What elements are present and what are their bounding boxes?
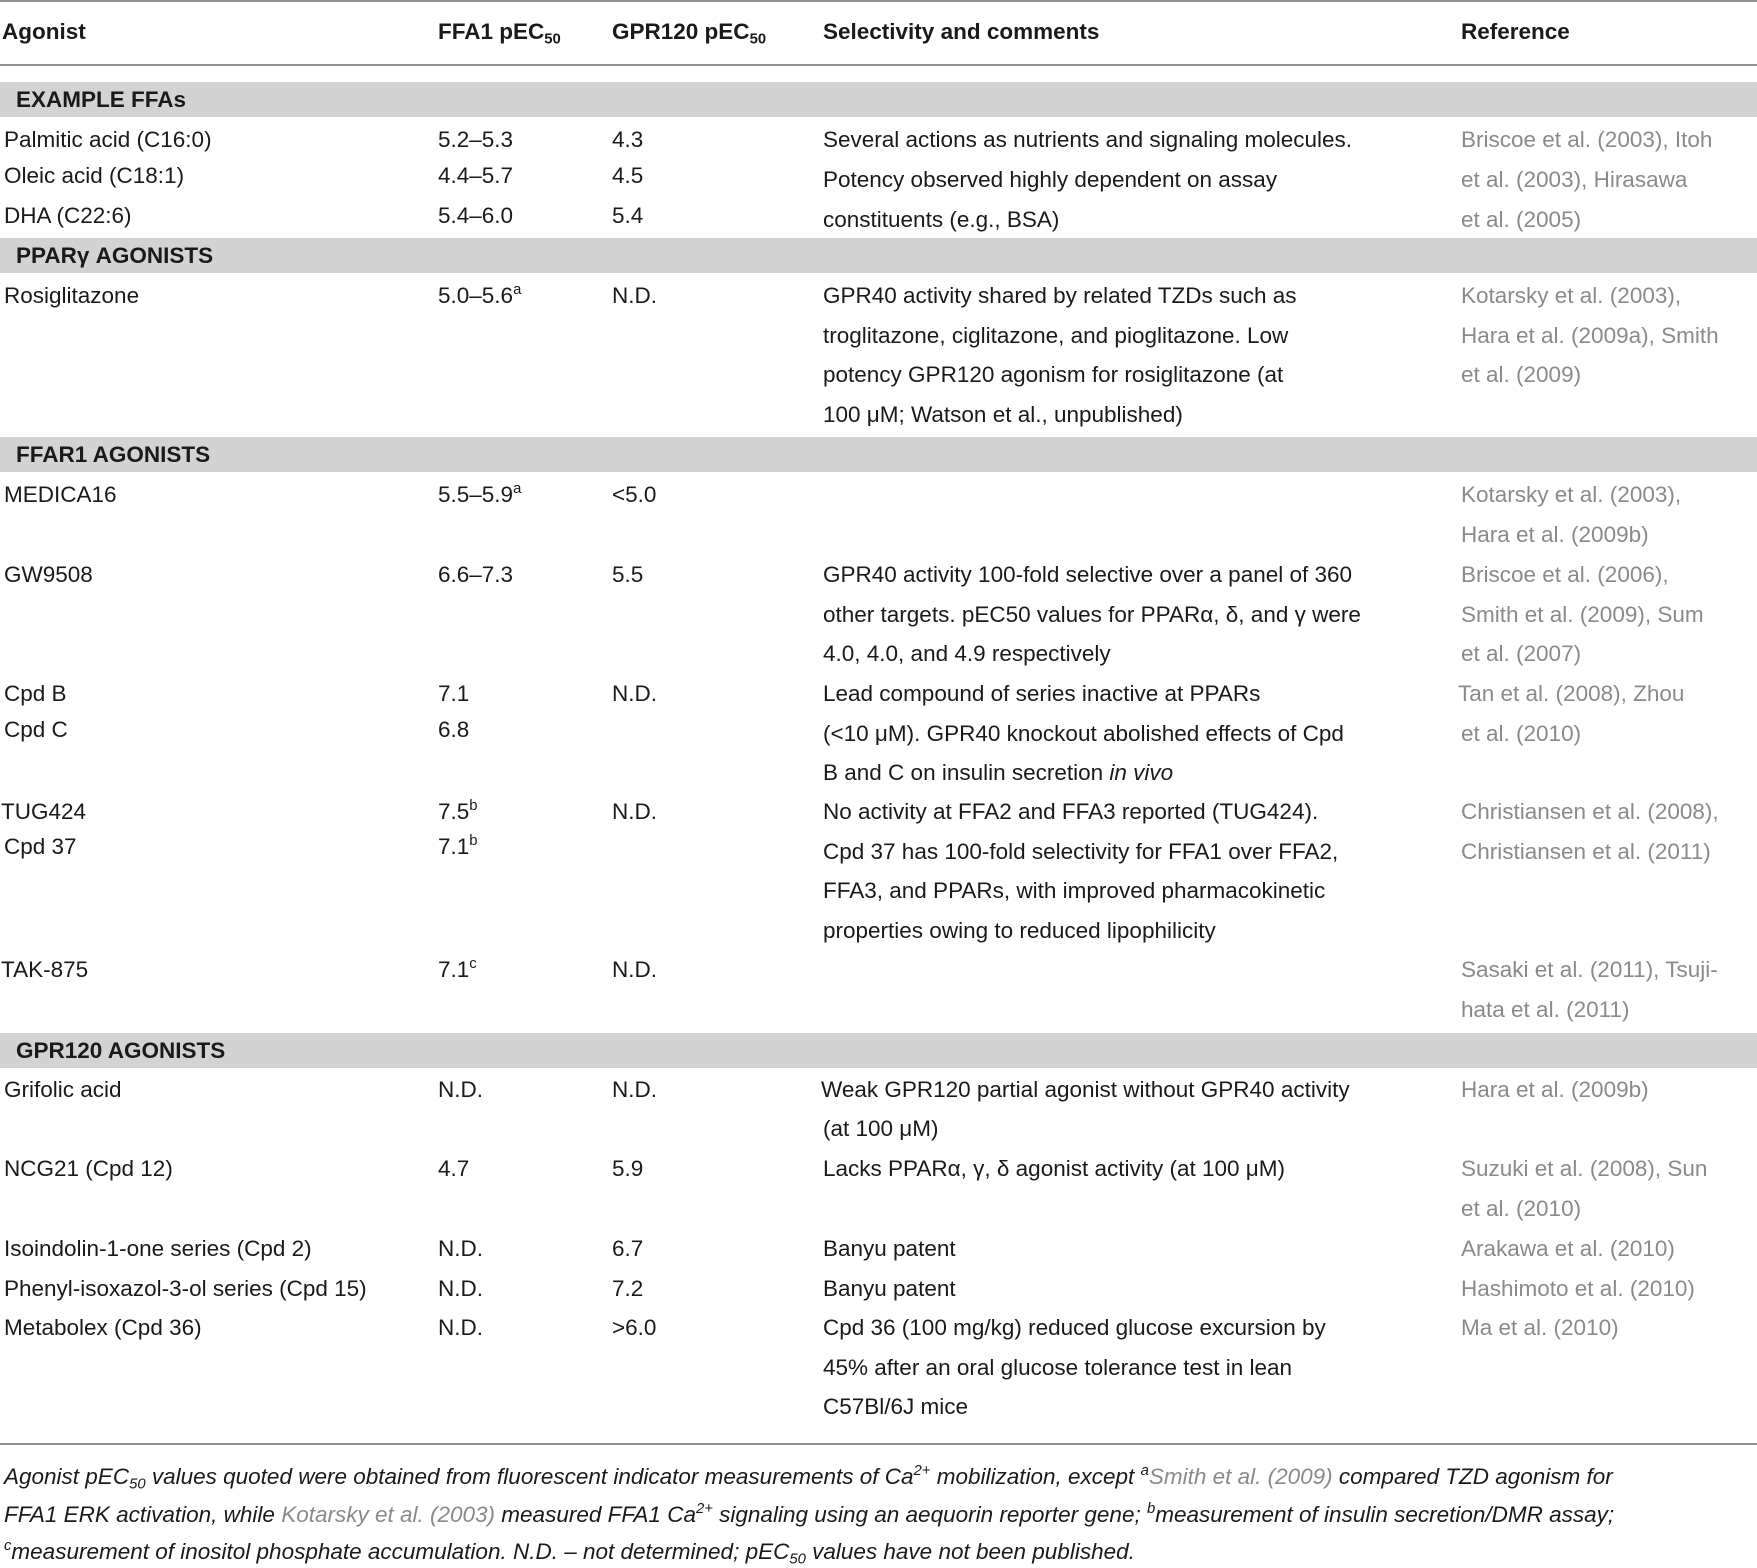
gpr120-value: 4.5 [612,163,644,188]
reference-line: Christiansen et al. (2011) [1461,839,1711,864]
gpr120-value: 7.2 [612,1276,644,1301]
section-band: EXAMPLE FFAs [0,82,1757,117]
section-band: GPR120 AGONISTS [0,1033,1757,1068]
ffa1-value: 4.4–5.7 [438,163,514,188]
ffa1-value: N.D. [438,1077,483,1102]
ffa1-value: N.D. [438,1276,483,1301]
agonist-name: Palmitic acid (C16:0) [4,127,212,152]
reference-line: et al. (2010) [1461,1196,1582,1221]
comment-line: C57Bl/6J mice [823,1394,969,1419]
top-rule [0,0,1757,2]
comment-line: other targets. pEC50 values for PPARα, δ, and γ were [823,602,1361,627]
reference-line: Briscoe et al. (2003), Itoh [1461,127,1713,152]
bottom-rule [0,1443,1757,1445]
ffa1-value: 5.0–5.6$^a$ [438,282,522,308]
agonist-name: TUG424 [1,799,87,824]
section-band: FFAR1 AGONISTS [0,437,1757,472]
comment-line: No activity at FFA2 and FFA3 reported (TUG424). [823,799,1319,824]
header-ffa1-pec50: FFA1 pEC$_{50}$ [438,19,561,48]
comment-line: (at 100 μM) [823,1116,939,1141]
comment-line: Cpd 36 (100 mg/kg) reduced glucose excursion by [823,1315,1326,1340]
ffa1-value: N.D. [438,1236,483,1261]
comment-line: Lead compound of series inactive at PPARs [823,681,1261,706]
gpr120-value: 4.3 [612,127,644,152]
header-agonist: Agonist [2,19,86,44]
comment-line: B and C on insulin secretion in vivo [823,760,1174,785]
comment-line: troglitazone, ciglitazone, and pioglitazone. Low [823,323,1289,348]
agonist-name: Cpd B [4,681,67,706]
ffa1-value: 6.8 [438,717,470,742]
comment-line: Banyu patent [823,1276,956,1301]
agonist-name: Oleic acid (C18:1) [4,163,185,188]
comment-line: 4.0, 4.0, and 4.9 respectively [823,641,1111,666]
reference-line: hata et al. (2011) [1461,997,1630,1022]
ffa1-value: 4.7 [438,1156,470,1181]
ffa1-value: 7.1$^c$ [438,956,477,982]
agonist-name: TAK-875 [1,957,89,982]
ffa1-value: 7.1$^b$ [438,833,478,859]
comment-line: Banyu patent [823,1236,956,1261]
agonist-name: Rosiglitazone [4,283,140,308]
footnote-line: FFA1 ERK activation, while Kotarsky et al. (2003) measured FFA1 $Ca^{2+}$ signaling using an aequorin reporter gene; $^b$measurement of insulin secretion/DMR assay; [4,1501,1615,1527]
reference-line: Kotarsky et al. (2003), [1461,283,1682,308]
reference-line: Tan et al. (2008), Zhou [1458,681,1685,706]
ffa1-value: 5.2–5.3 [438,127,514,152]
header-reference: Reference [1461,19,1570,44]
ffa1-value: 6.6–7.3 [438,562,514,587]
reference-line: et al. (2003), Hirasawa [1461,167,1688,192]
gpr120-value: <5.0 [612,482,657,507]
gpr120-value: >6.0 [612,1315,657,1340]
footnote-reference: Smith et al. (2009) [1148,1464,1333,1489]
ffa1-value: 7.1 [438,681,470,706]
reference-line: Ma et al. (2010) [1461,1315,1619,1340]
agonist-name: Cpd C [4,717,68,742]
reference-line: Kotarsky et al. (2003), [1461,482,1682,507]
agonist-name: DHA (C22:6) [4,203,132,228]
agonist-name: GW9508 [4,562,93,587]
reference-line: Hara et al. (2009b) [1461,1077,1649,1102]
comment-line: Lacks PPARα, γ, δ agonist activity (at 100 μM) [823,1156,1285,1181]
comment-line: (<10 μM). GPR40 knockout abolished effects of Cpd [823,721,1344,746]
ffa1-value: 5.5–5.9$^a$ [438,481,522,507]
comment-line: Several actions as nutrients and signaling molecules. [823,127,1353,152]
comment-line: 45% after an oral glucose tolerance test in lean [823,1355,1293,1380]
reference-line: Smith et al. (2009), Sum [1461,602,1704,627]
reference-line: et al. (2007) [1461,641,1582,666]
reference-line: Hara et al. (2009b) [1461,522,1649,547]
header-gpr120-pec50: GPR120 pEC$_{50}$ [612,19,767,48]
comment-line: GPR40 activity shared by related TZDs such as [823,283,1297,308]
agonist-name: MEDICA16 [4,482,117,507]
reference-line: et al. (2009) [1461,362,1582,387]
header-rule [0,64,1757,66]
reference-line: Hara et al. (2009a), Smith [1461,323,1719,348]
gpr120-value: 6.7 [612,1236,644,1261]
comment-line: Potency observed highly dependent on assay [823,167,1278,192]
reference-line: et al. (2010) [1461,721,1582,746]
ffa1-value: 7.5$^b$ [438,798,478,824]
reference-line: Briscoe et al. (2006), [1461,562,1669,587]
gpr120-value: N.D. [612,957,657,982]
comment-line: 100 μM; Watson et al., unpublished) [823,402,1183,427]
ffa1-value: N.D. [438,1315,483,1340]
gpr120-value: 5.5 [612,562,644,587]
gpr120-value: N.D. [612,681,657,706]
reference-line: Suzuki et al. (2008), Sun [1461,1156,1708,1181]
agonist-name: Phenyl-isoxazol-3-ol series (Cpd 15) [4,1276,367,1301]
comment-line: Weak GPR120 partial agonist without GPR40 activity [821,1077,1350,1102]
reference-line: et al. (2005) [1461,207,1582,232]
gpr120-value: N.D. [612,799,657,824]
ffa1-value: 5.4–6.0 [438,203,514,228]
footnote-reference: Kotarsky et al. (2003) [281,1502,496,1527]
gpr120-value: N.D. [612,1077,657,1102]
comment-line: constituents (e.g., BSA) [823,207,1060,232]
footnote-line: Agonist pEC$_{50}$ values quoted were obtained from fluorescent indicator measurements of $Ca^{2+}$ mobilization, except $^a$Smith et al. (2009) compared TZD agonism for [4,1463,1613,1493]
comment-line: GPR40 activity 100-fold selective over a panel of 360 [823,562,1353,587]
agonist-name: Cpd 37 [4,834,77,859]
agonist-name: Metabolex (Cpd 36) [4,1315,202,1340]
agonist-name: NCG21 (Cpd 12) [4,1156,173,1181]
header-selectivity: Selectivity and comments [823,19,1100,44]
reference-line: Hashimoto et al. (2010) [1461,1276,1695,1301]
agonist-name: Isoindolin-1-one series (Cpd 2) [4,1236,312,1261]
gpr120-value: 5.4 [612,203,644,228]
gpr120-value: N.D. [612,283,657,308]
reference-line: Christiansen et al. (2008), [1461,799,1719,824]
section-band: PPARγ AGONISTS [0,238,1757,273]
comment-line: potency GPR120 agonism for rosiglitazone (at [823,362,1284,387]
comment-line: Cpd 37 has 100-fold selectivity for FFA1 over FFA2, [823,839,1339,864]
reference-line: Sasaki et al. (2011), Tsuji- [1461,957,1718,982]
comment-line: properties owing to reduced lipophilicity [823,918,1216,943]
comment-line: FFA3, and PPARs, with improved pharmacokinetic [823,878,1326,903]
footnote-line: $^c$measurement of inositol phosphate accumulation. N.D. – not determined; pEC$_{50}$ values have not been published. [4,1538,1135,1568]
reference-line: Arakawa et al. (2010) [1461,1236,1675,1261]
gpr120-value: 5.9 [612,1156,644,1181]
agonist-name: Grifolic acid [4,1077,122,1102]
